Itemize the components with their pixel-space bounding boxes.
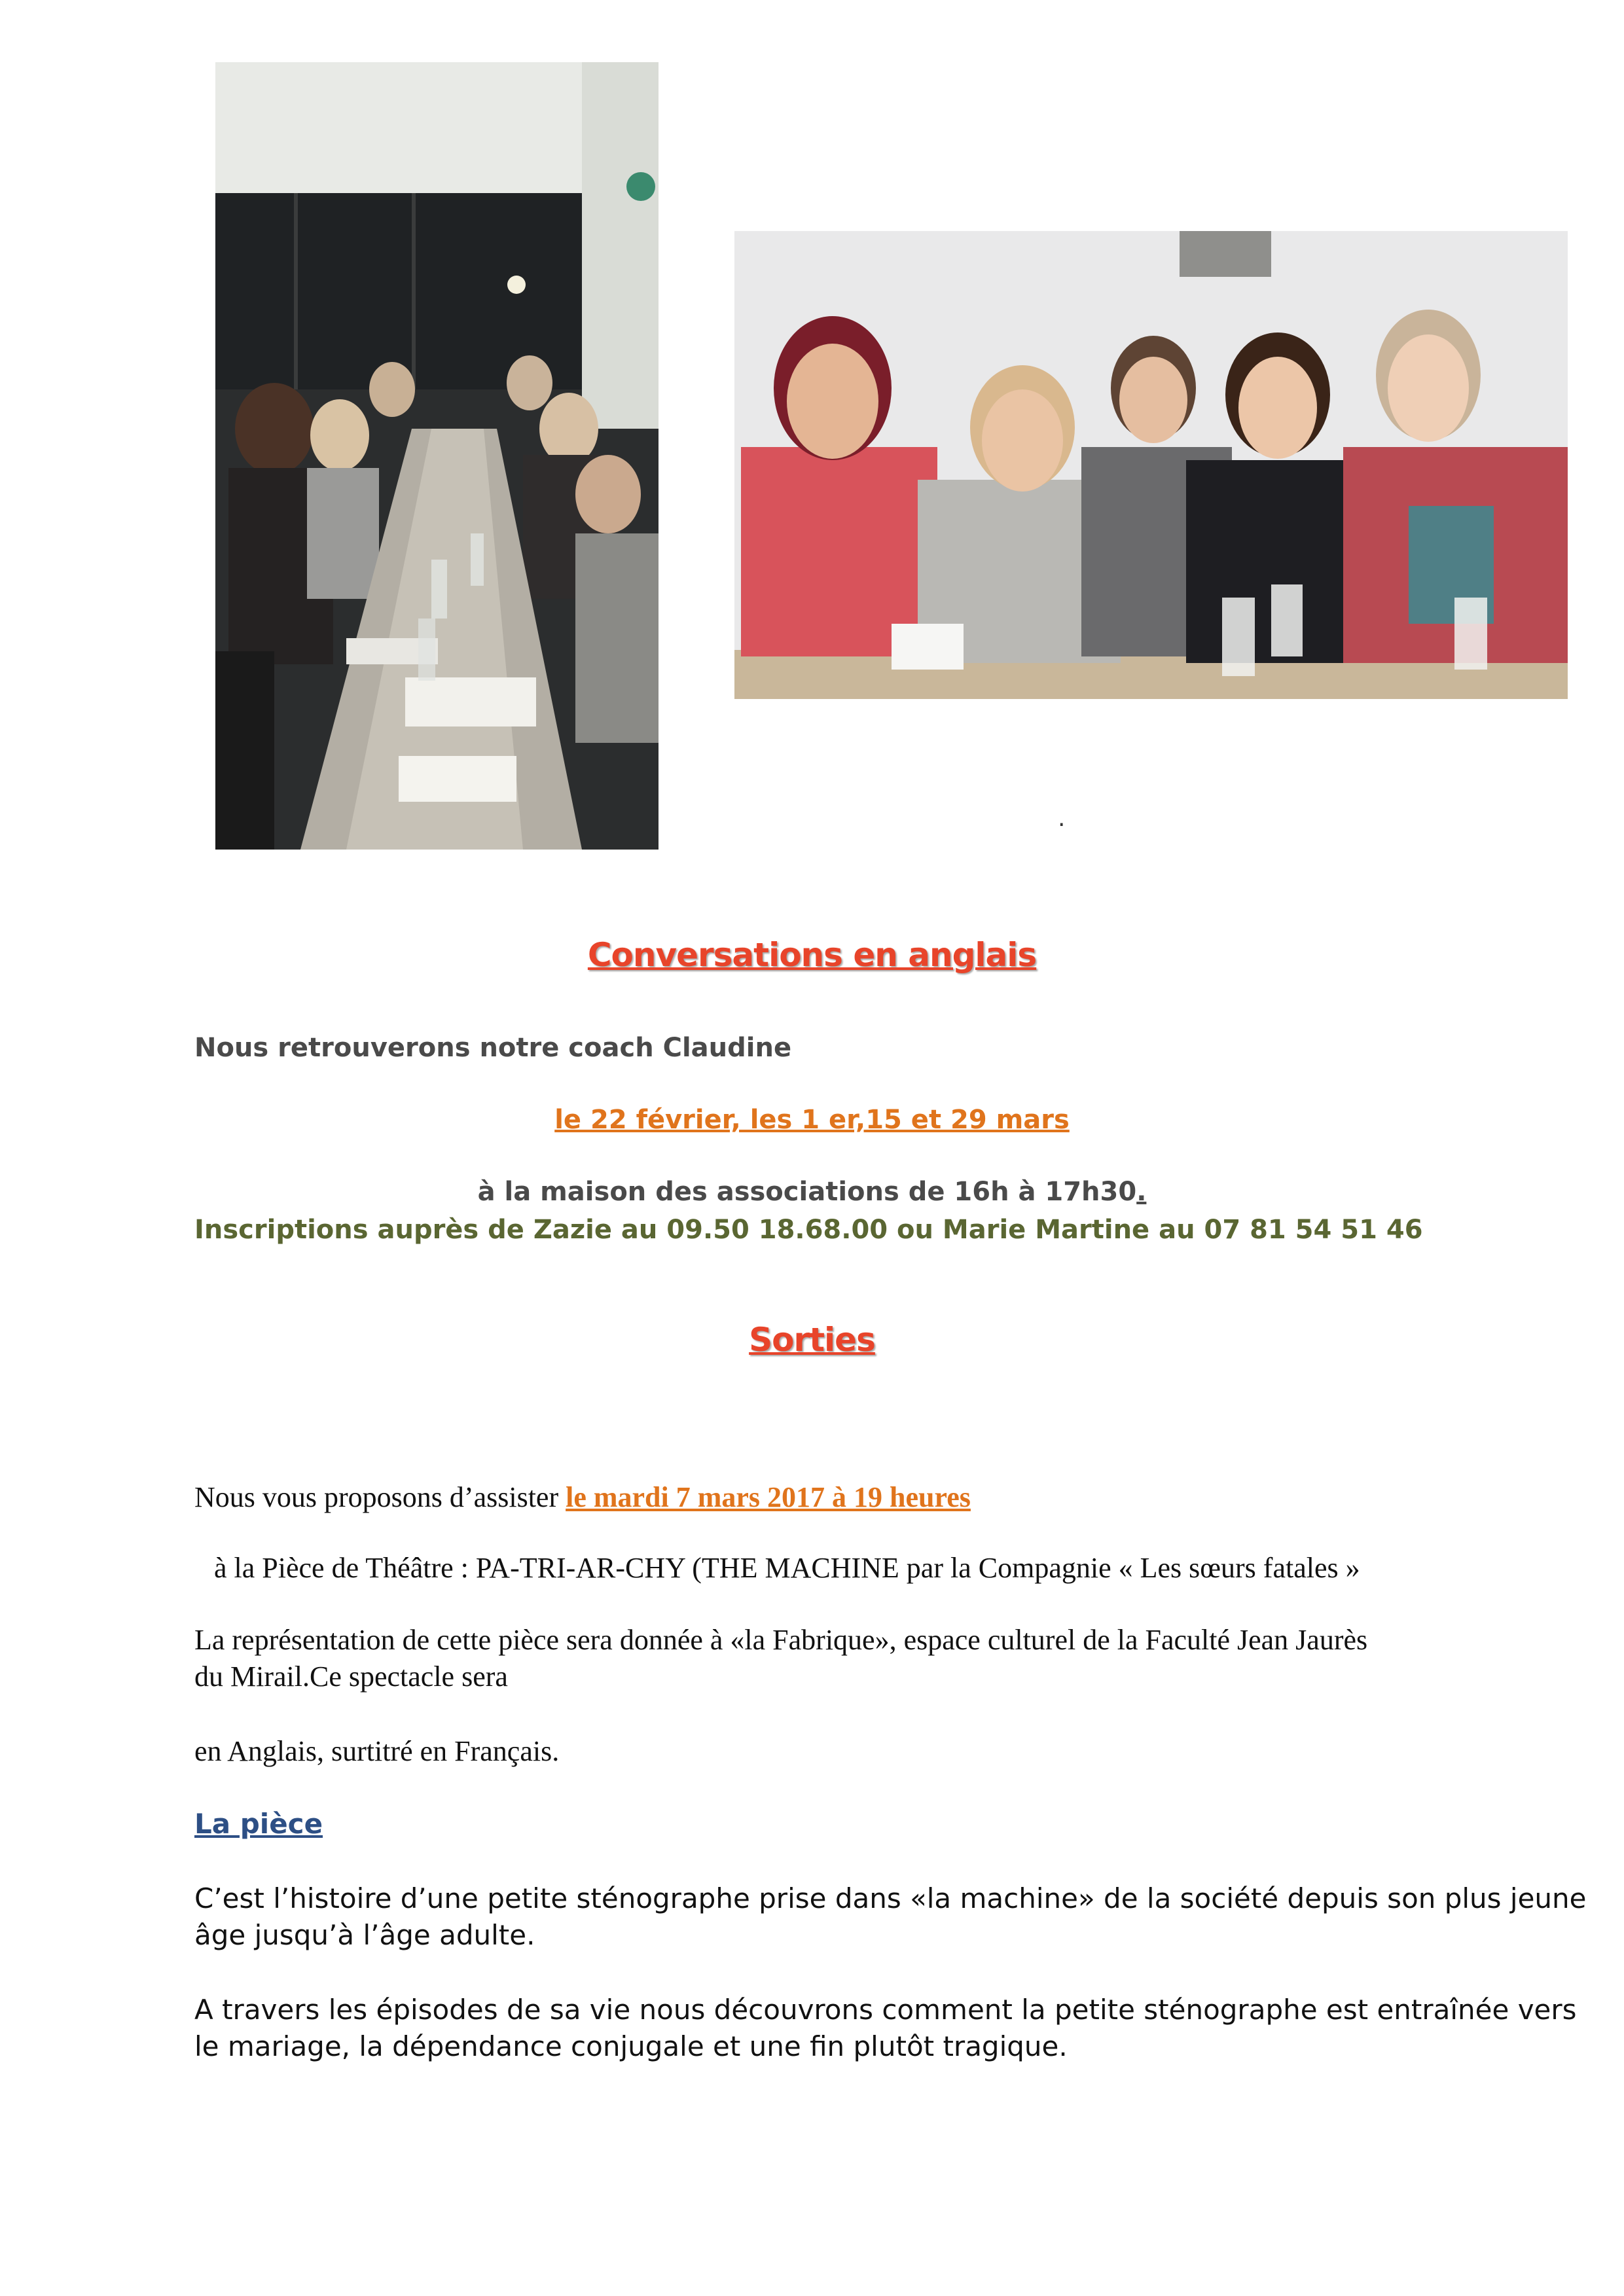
group-dinner-photo: [215, 62, 659, 850]
intro-date: le mardi 7 mars 2017 à 19 heures: [566, 1481, 971, 1513]
inscriptions-line: Inscriptions auprès de Zazie au 09.50 18.68.00 ou Marie Martine au 07 81 54 51 46: [194, 1215, 1423, 1245]
group-portrait-photo: [734, 231, 1568, 699]
episodes-line-1: A travers les épisodes de sa vie nous découvrons comment la petite sténographe est entraînée vers: [194, 1994, 1577, 2026]
separator-dot: .: [1058, 805, 1066, 832]
representation-line-2: du Mirail.Ce spectacle sera: [194, 1660, 508, 1693]
place-dot: .: [1136, 1177, 1147, 1207]
coach-line: Nous retrouverons notre coach Claudine: [194, 1033, 792, 1063]
language-line: en Anglais, surtitré en Français.: [194, 1735, 560, 1767]
representation-line-1: La représentation de cette pièce sera donnée à «la Fabrique», espace culturel de la Faculté Jean Jaurès: [194, 1624, 1368, 1656]
section-title-conversations: Conversations en anglais: [587, 936, 1037, 974]
play-line: à la Pièce de Théâtre : PA-TRI-AR-CHY (THE MACHINE par la Compagnie « Les sœurs fatales »: [214, 1552, 1360, 1584]
subheading-la-piece: La pièce: [194, 1808, 323, 1840]
place-text: à la maison des associations de 16h à 17h30: [477, 1177, 1137, 1207]
story-line-1: C’est l’histoire d’une petite sténographe prise dans «la machine» de la société depuis son plus jeune: [194, 1882, 1587, 1914]
section-title-sorties: Sorties: [749, 1321, 875, 1359]
place-line: [0, 1177, 1624, 1207]
intro-line: [194, 1480, 971, 1514]
episodes-line-2: le mariage, la dépendance conjugale et une fin plutôt tragique.: [194, 2030, 1068, 2062]
dates-text: le 22 février, les 1 er,15 et 29 mars: [554, 1105, 1070, 1135]
story-line-2: âge jusqu’à l’âge adulte.: [194, 1919, 535, 1951]
dates-line: [0, 1105, 1624, 1135]
intro-text: Nous vous proposons d’assister: [194, 1481, 566, 1513]
